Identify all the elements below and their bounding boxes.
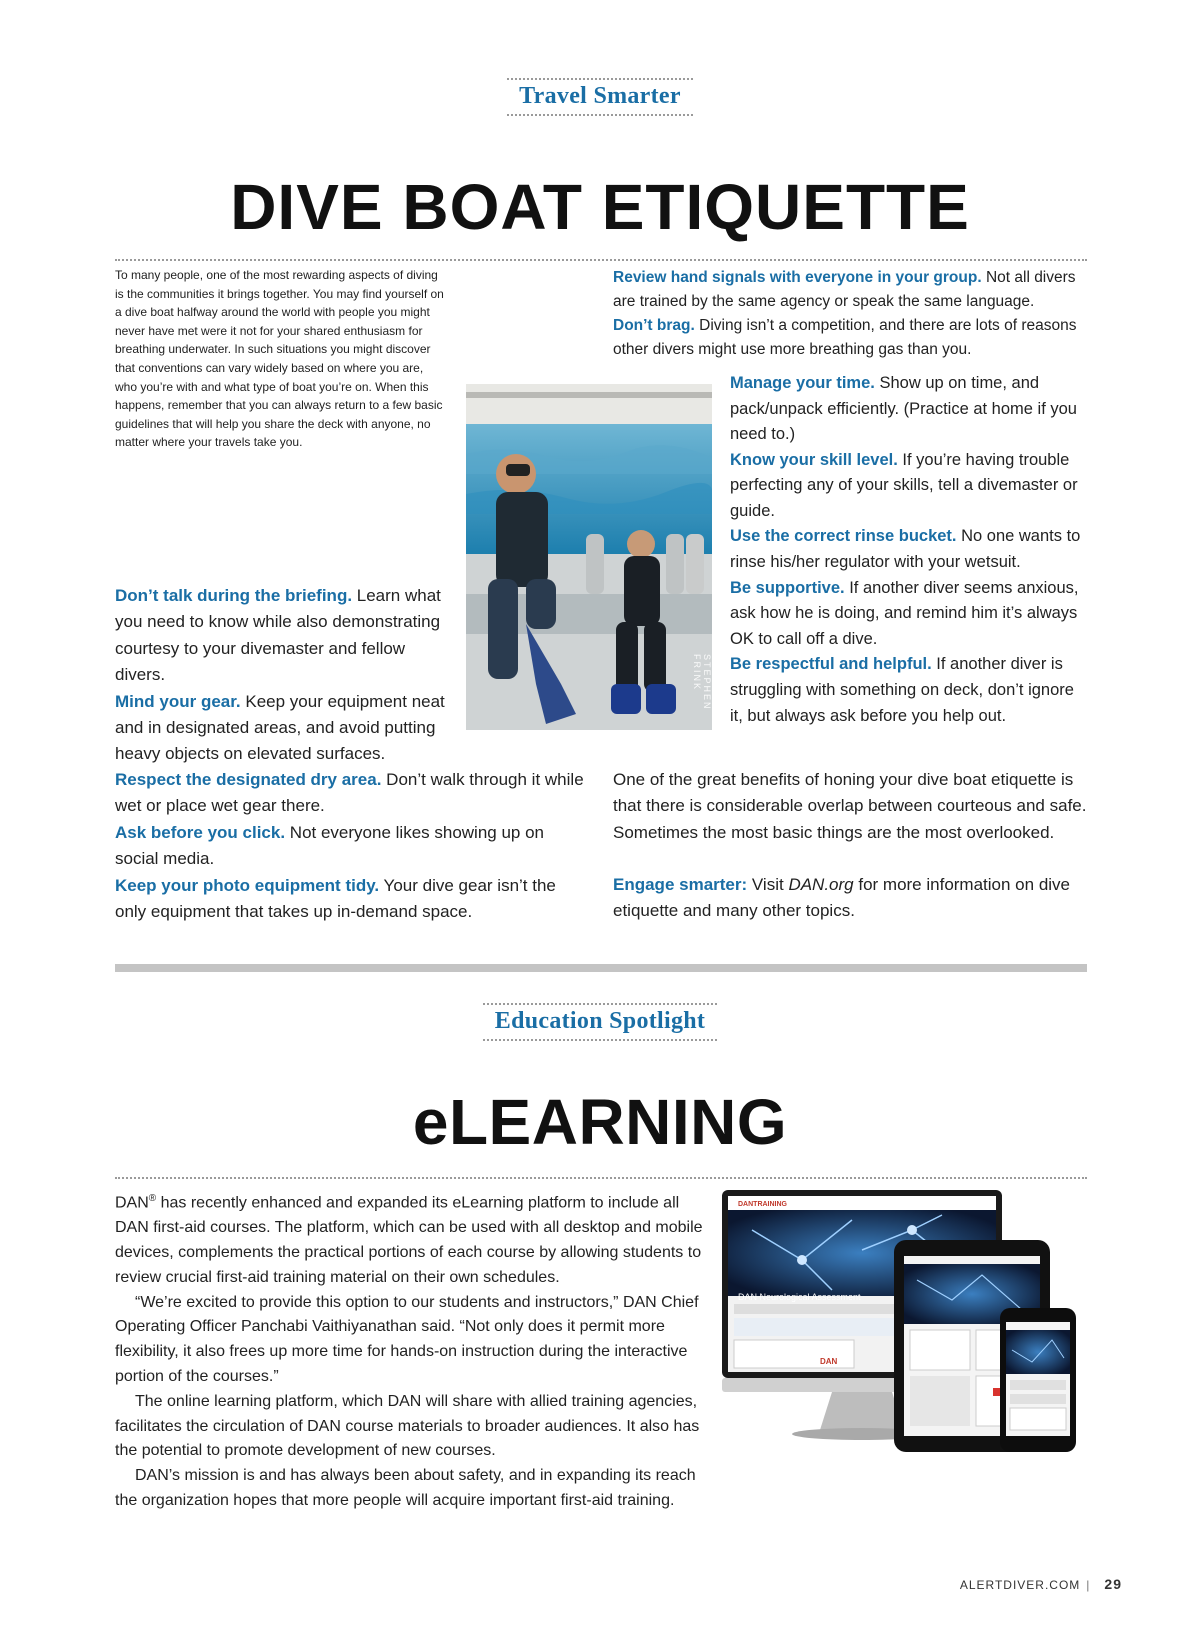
tip-text: If another diver is struggling with something on deck, don’t ignore it, but always ask before you help out.: [730, 655, 1074, 725]
tip-item: [730, 652, 1087, 729]
tip-heading: Be supportive.: [730, 578, 845, 597]
devices-mockup: [712, 1190, 1112, 1510]
article-title: DIVE BOAT ETIQUETTE: [230, 171, 970, 243]
tip-item: [613, 266, 1087, 314]
section2-title: eLEARNING: [412, 1086, 788, 1158]
tip-text: If you’re having trouble perfecting any of your skills, tell a divemaster or guide.: [730, 450, 1078, 520]
kicker-label: Travel Smarter: [507, 78, 693, 116]
tip-heading: Respect the designated dry area.: [115, 770, 382, 789]
title2-divider: [115, 1177, 1087, 1179]
engage-text: Visit: [747, 875, 789, 894]
tip-heading: Mind your gear.: [115, 691, 241, 711]
tip-item: [115, 820, 587, 873]
elearning-devices-illustration: [712, 1190, 1112, 1510]
tip-text: Learn what you need to know while also demonstrating courtesy to your divemaster and fellow divers.: [115, 586, 441, 685]
tip-heading: Review hand signals with everyone in your group.: [613, 269, 982, 286]
section2-kicker: [0, 1003, 1200, 1041]
tip-text: Your dive gear isn’t the only equipment that takes up in-demand space.: [115, 875, 556, 922]
tips-left-wide: [115, 767, 587, 925]
tip-heading: Ask before you click.: [115, 822, 286, 842]
tips-right-narrow: [730, 371, 1087, 729]
tip-text: Not everyone likes showing up on social media.: [115, 822, 545, 869]
paragraph-1: [115, 1187, 710, 1291]
tip-item: [115, 583, 445, 689]
tips-left-narrow: [115, 583, 445, 768]
divers-on-boat-illustration: [466, 384, 712, 730]
paragraph-1-text: has recently enhanced and expanded its eLearning platform to include all DAN first-aid courses. The platform, which can be used with all desktop and mobile devices, complements the practical portions of each course by allowing students to review crucial first-aid training material on their own schedules.: [115, 1194, 703, 1286]
tip-item: [730, 448, 1087, 525]
paragraph-3: The online learning platform, which DAN will share with allied training agencies, facilitates the circulation of DAN course materials to broader audiences. It also has the potential to promote development of new courses.: [115, 1392, 700, 1460]
page-number: 29: [1104, 1576, 1122, 1592]
tip-text: Keep your equipment neat and in designated areas, and avoid putting heavy objects on elevated surfaces.: [115, 691, 445, 764]
tip-heading: Know your skill level.: [730, 450, 898, 469]
conclusion-paragraph: [613, 767, 1087, 846]
tip-text: Diving isn’t a competition, and there are lots of reasons other divers might use more breathing gas than you.: [613, 317, 1077, 359]
engage-paragraph: [613, 872, 1087, 925]
tip-item: [115, 689, 445, 768]
site-name: ALERTDIVER.COM: [959, 1578, 1081, 1592]
elearning-article: [115, 1187, 710, 1514]
dan-org-link[interactable]: DAN.org: [788, 875, 854, 894]
tip-text: No one wants to rinse his/her regulator with your wetsuit.: [730, 527, 1081, 572]
conclusion-text: One of the great benefits of honing your dive boat etiquette is that there is considerable overlap between courteous and safe. Sometimes the most basic things are the most overlooked.: [613, 770, 1087, 842]
section-separator: [115, 964, 1087, 972]
tip-item: [730, 576, 1087, 653]
tip-item: [730, 371, 1087, 448]
paragraph-4: DAN’s mission is and has always been about safety, and in expanding its reach the organization hopes that more people will acquire important first-aid training.: [115, 1467, 696, 1509]
tip-text: Not all divers are trained by the same agency or speak the same language.: [613, 269, 1076, 311]
tip-heading: Be respectful and helpful.: [730, 655, 932, 674]
intro-text: To many people, one of the most rewarding aspects of diving is the communities it brings together. You may find yourself on a dive boat halfway around the world with people you might never have met were it not for your shared enthusiasm for breathing underwater. In such situations you might discover that conventions can vary widely based on where you are, who you’re with and what type of boat you’re on. When this happens, remember that you can always return to a few basic guidelines that will help you share the deck with anyone, no matter where your travels take you.: [115, 268, 444, 450]
registered-mark: ®: [148, 1193, 157, 1204]
photo-credit: STEPHEN FRINK: [692, 654, 712, 711]
screen-title: DAN Neurological Assessment: [738, 1292, 861, 1302]
tip-item: [115, 767, 587, 820]
tip-text: If another diver seems anxious, ask how he is doing, and remind him it’s always OK to call off a dive.: [730, 578, 1079, 648]
tip-item: [613, 314, 1087, 362]
title-divider: [115, 259, 1087, 261]
tip-heading: Don’t brag.: [613, 317, 695, 335]
paragraph-2: “We’re excited to provide this option to our students and instructors,” DAN Chief Operating Officer Panchabi Vaithiyanathan said. “Not only does it permit more flexibility, it also frees up more time for hands-on instruction during the interactive portion of the courses.”: [115, 1293, 699, 1385]
tips-right-top: [613, 266, 1087, 362]
tip-heading: Manage your time.: [730, 374, 875, 392]
engage-text-end: for more information on dive etiquette and many other topics.: [613, 875, 1071, 921]
tip-heading: Use the correct rinse bucket.: [730, 527, 957, 546]
screen-brand: DANTRAINING: [738, 1201, 787, 1208]
tip-heading: Don’t talk during the briefing.: [115, 586, 353, 605]
tip-text: Show up on time, and pack/unpack efficiently. (Practice at home if you need to.): [730, 374, 1077, 444]
kicker-label: Education Spotlight: [483, 1003, 717, 1041]
tip-text: Don’t walk through it while wet or place wet gear there.: [115, 770, 584, 816]
engage-label: Engage smarter:: [613, 875, 748, 894]
tip-item: [730, 524, 1087, 575]
section-kicker: [0, 78, 1200, 116]
dive-boat-photo: [466, 384, 712, 730]
page-footer: [960, 1576, 1122, 1592]
screen-logo: DAN: [820, 1357, 838, 1366]
tip-heading: Keep your photo equipment tidy.: [115, 875, 380, 895]
footer-separator: |: [1086, 1578, 1091, 1592]
tip-item: [115, 873, 587, 926]
dan-name: DAN: [115, 1194, 149, 1212]
